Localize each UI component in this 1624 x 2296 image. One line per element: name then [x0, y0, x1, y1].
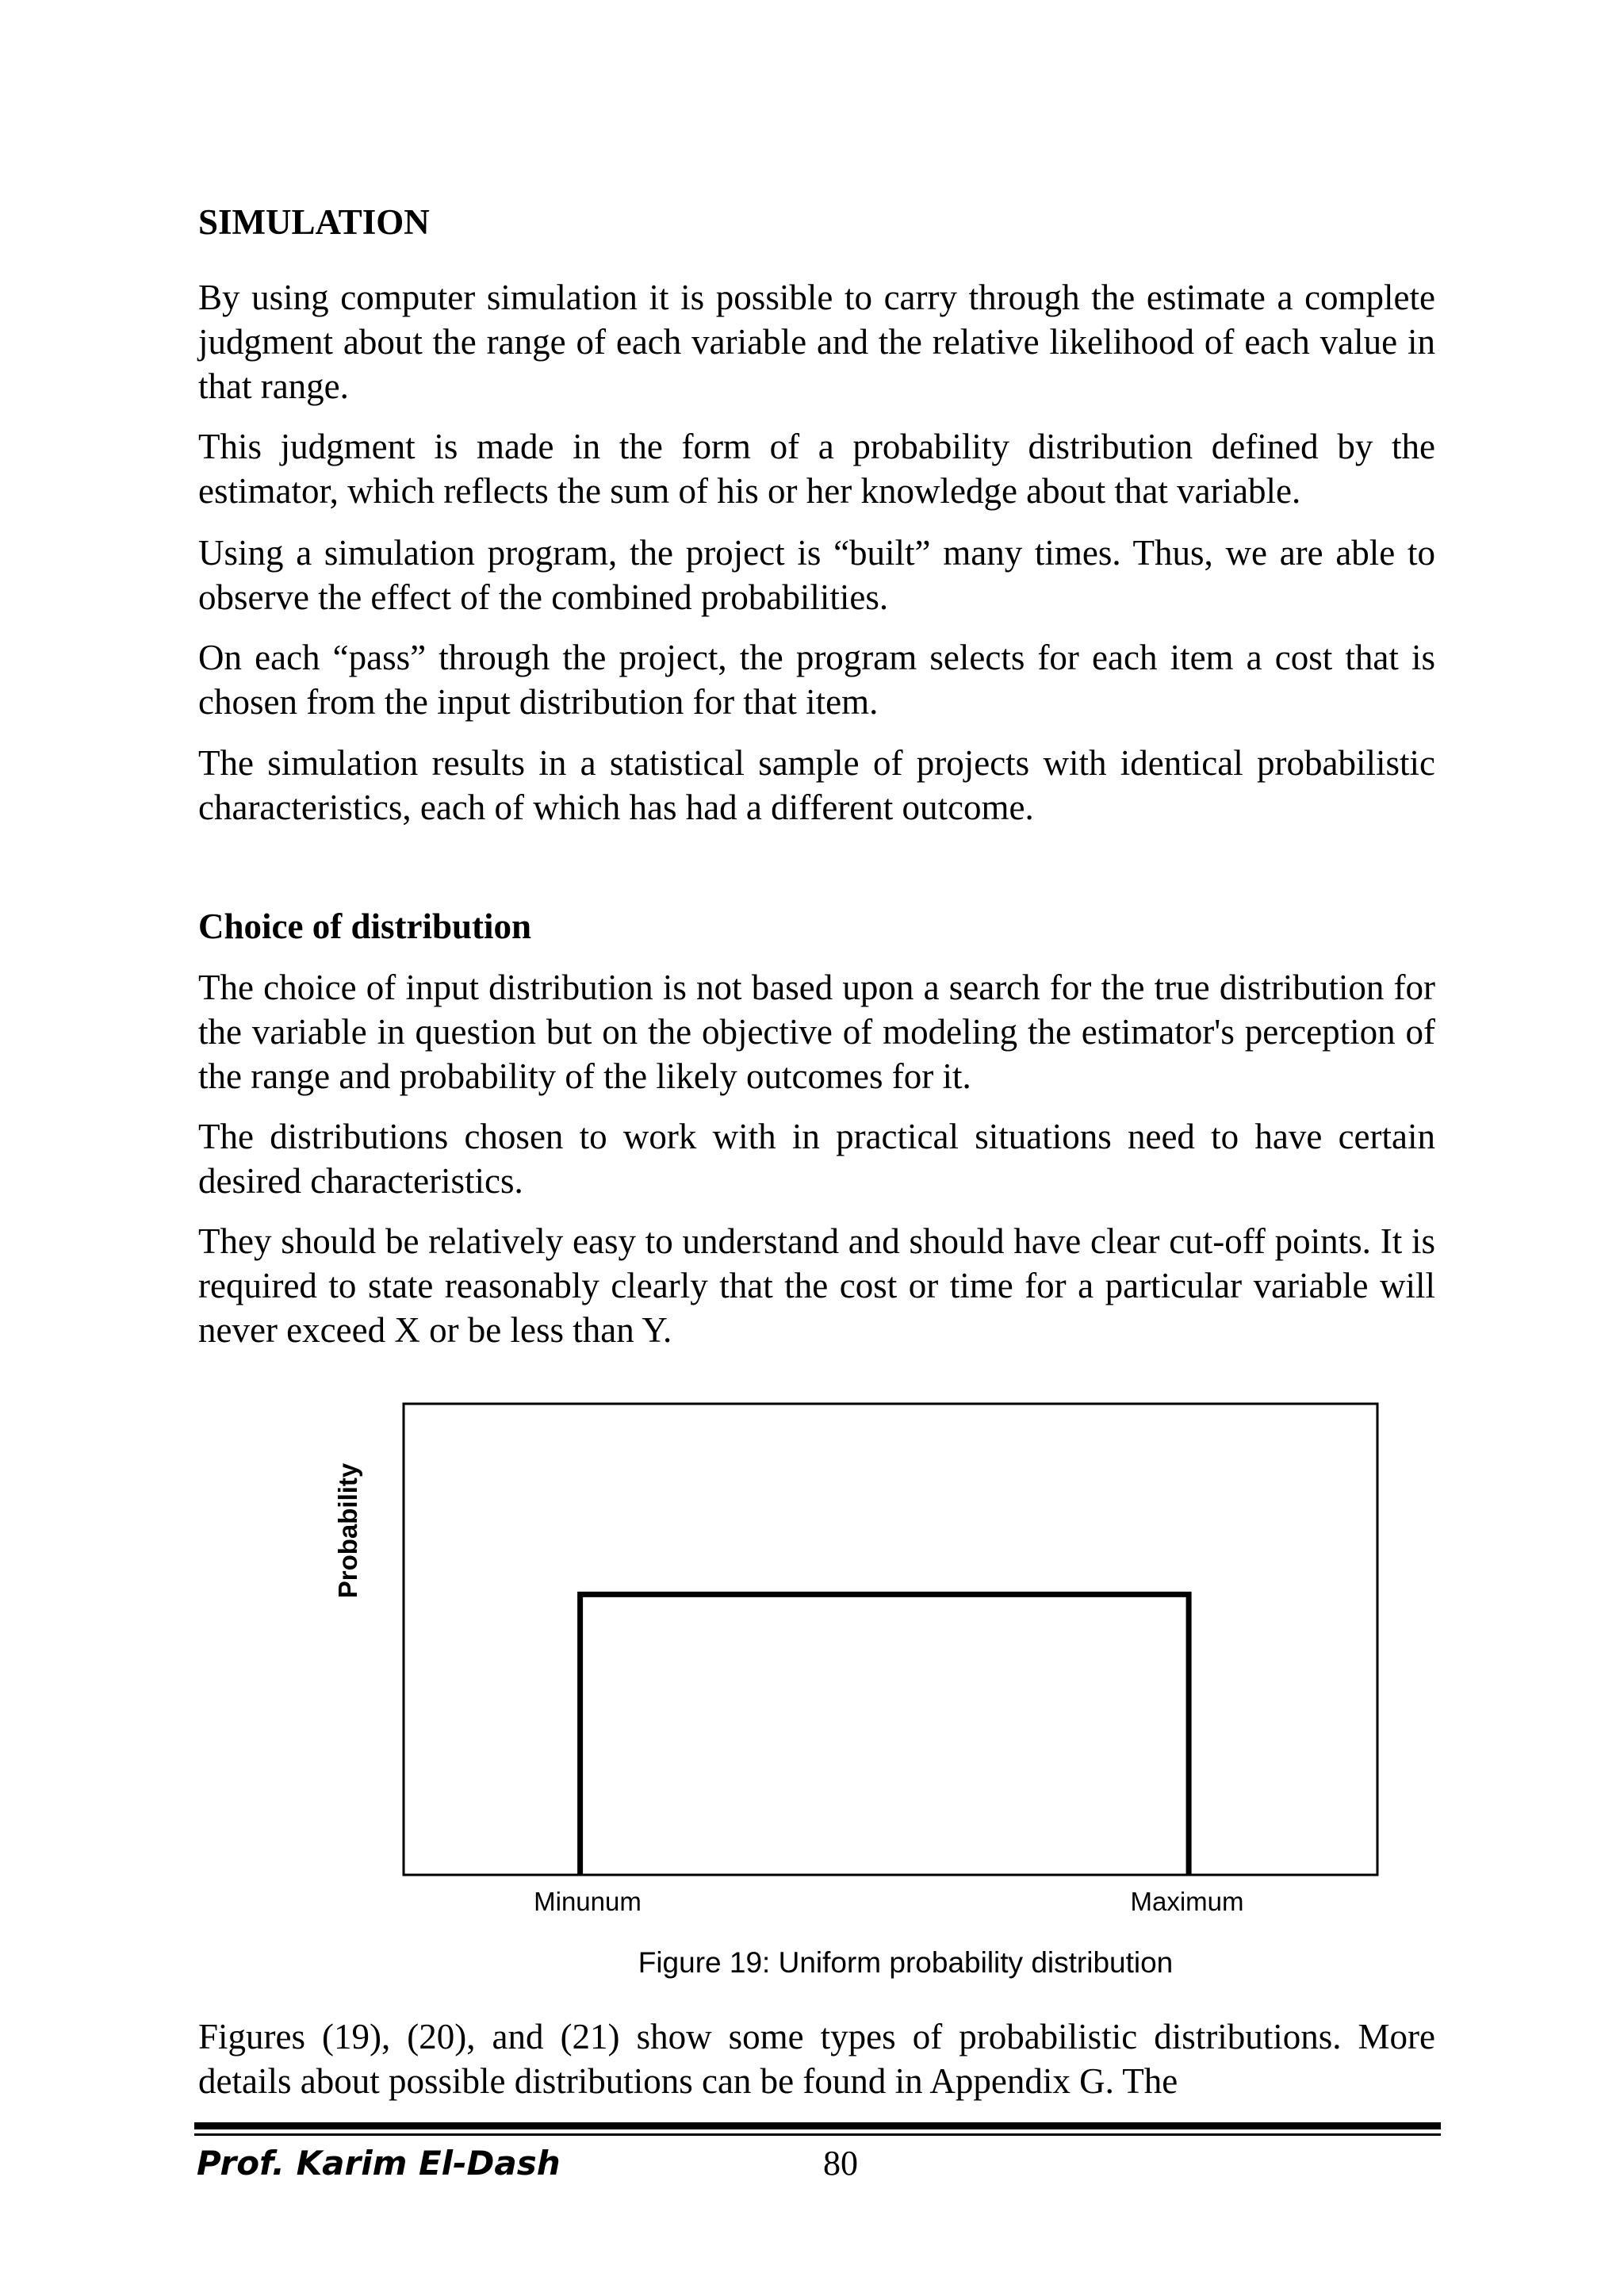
footer-rule-thick	[194, 2122, 1441, 2129]
x-tick-label-maximum: Maximum	[1130, 1887, 1244, 1916]
simulation-paragraph-2: This judgment is made in the form of a probability distribution defined by the estimator, which reflects the sum of his or her knowledge about that variable.	[198, 427, 1435, 511]
x-tick-label-minimum: Minunum	[534, 1887, 642, 1916]
simulation-paragraph-3: Using a simulation program, the project is “built” many times. Thus, we are able to observe the effect of the combined probabilities.	[198, 533, 1435, 617]
y-axis-label: Probability	[333, 1462, 362, 1599]
choice-paragraph-2: The distributions chosen to work with in practical situations need to have certain desired characteristics.	[198, 1117, 1435, 1201]
after-figure-paragraph-block	[198, 2014, 1435, 2103]
page-number: 80	[823, 2144, 858, 2183]
footer-rule-thin	[194, 2133, 1441, 2136]
figure-caption: Figure 19: Uniform probability distribution	[638, 1946, 1174, 1979]
after-figure-paragraph: Figures (19), (20), and (21) show some types of probabilistic distributions. More details about possible distributions can be found in Appendix G. The	[198, 2017, 1435, 2101]
footer-author: Prof. Karim El-Dash	[197, 2144, 561, 2183]
simulation-paragraph-4: On each “pass” through the project, the program selects for each item a cost that is chosen from the input distribution for that item.	[198, 638, 1435, 722]
simulation-paragraph-5: The simulation results in a statistical sample of projects with identical probabilistic characteristics, each of which has had a different outcome.	[198, 743, 1435, 827]
series-line-uniform	[580, 1594, 1189, 1875]
section-heading-choice: Choice of distribution	[198, 907, 532, 946]
simulation-paragraph-1: By using computer simulation it is possible to carry through the estimate a complete judgment about the range of each variable and the relative likelihood of each value in that range.	[198, 278, 1435, 406]
choice-paragraph-3: They should be relatively easy to understand and should have clear cut-off points. It is required to state reasonably clearly that the cost or time for a particular variable will never exceed X or be less than Y.	[198, 1221, 1435, 1350]
choice-paragraph-1: The choice of input distribution is not based upon a search for the true distribution for the variable in question but on the objective of modeling the estimator's perception of the range and probability of the likely outcomes for it.	[198, 968, 1435, 1096]
section-heading-simulation: SIMULATION	[198, 202, 430, 242]
chart-plot-frame	[404, 1404, 1377, 1875]
